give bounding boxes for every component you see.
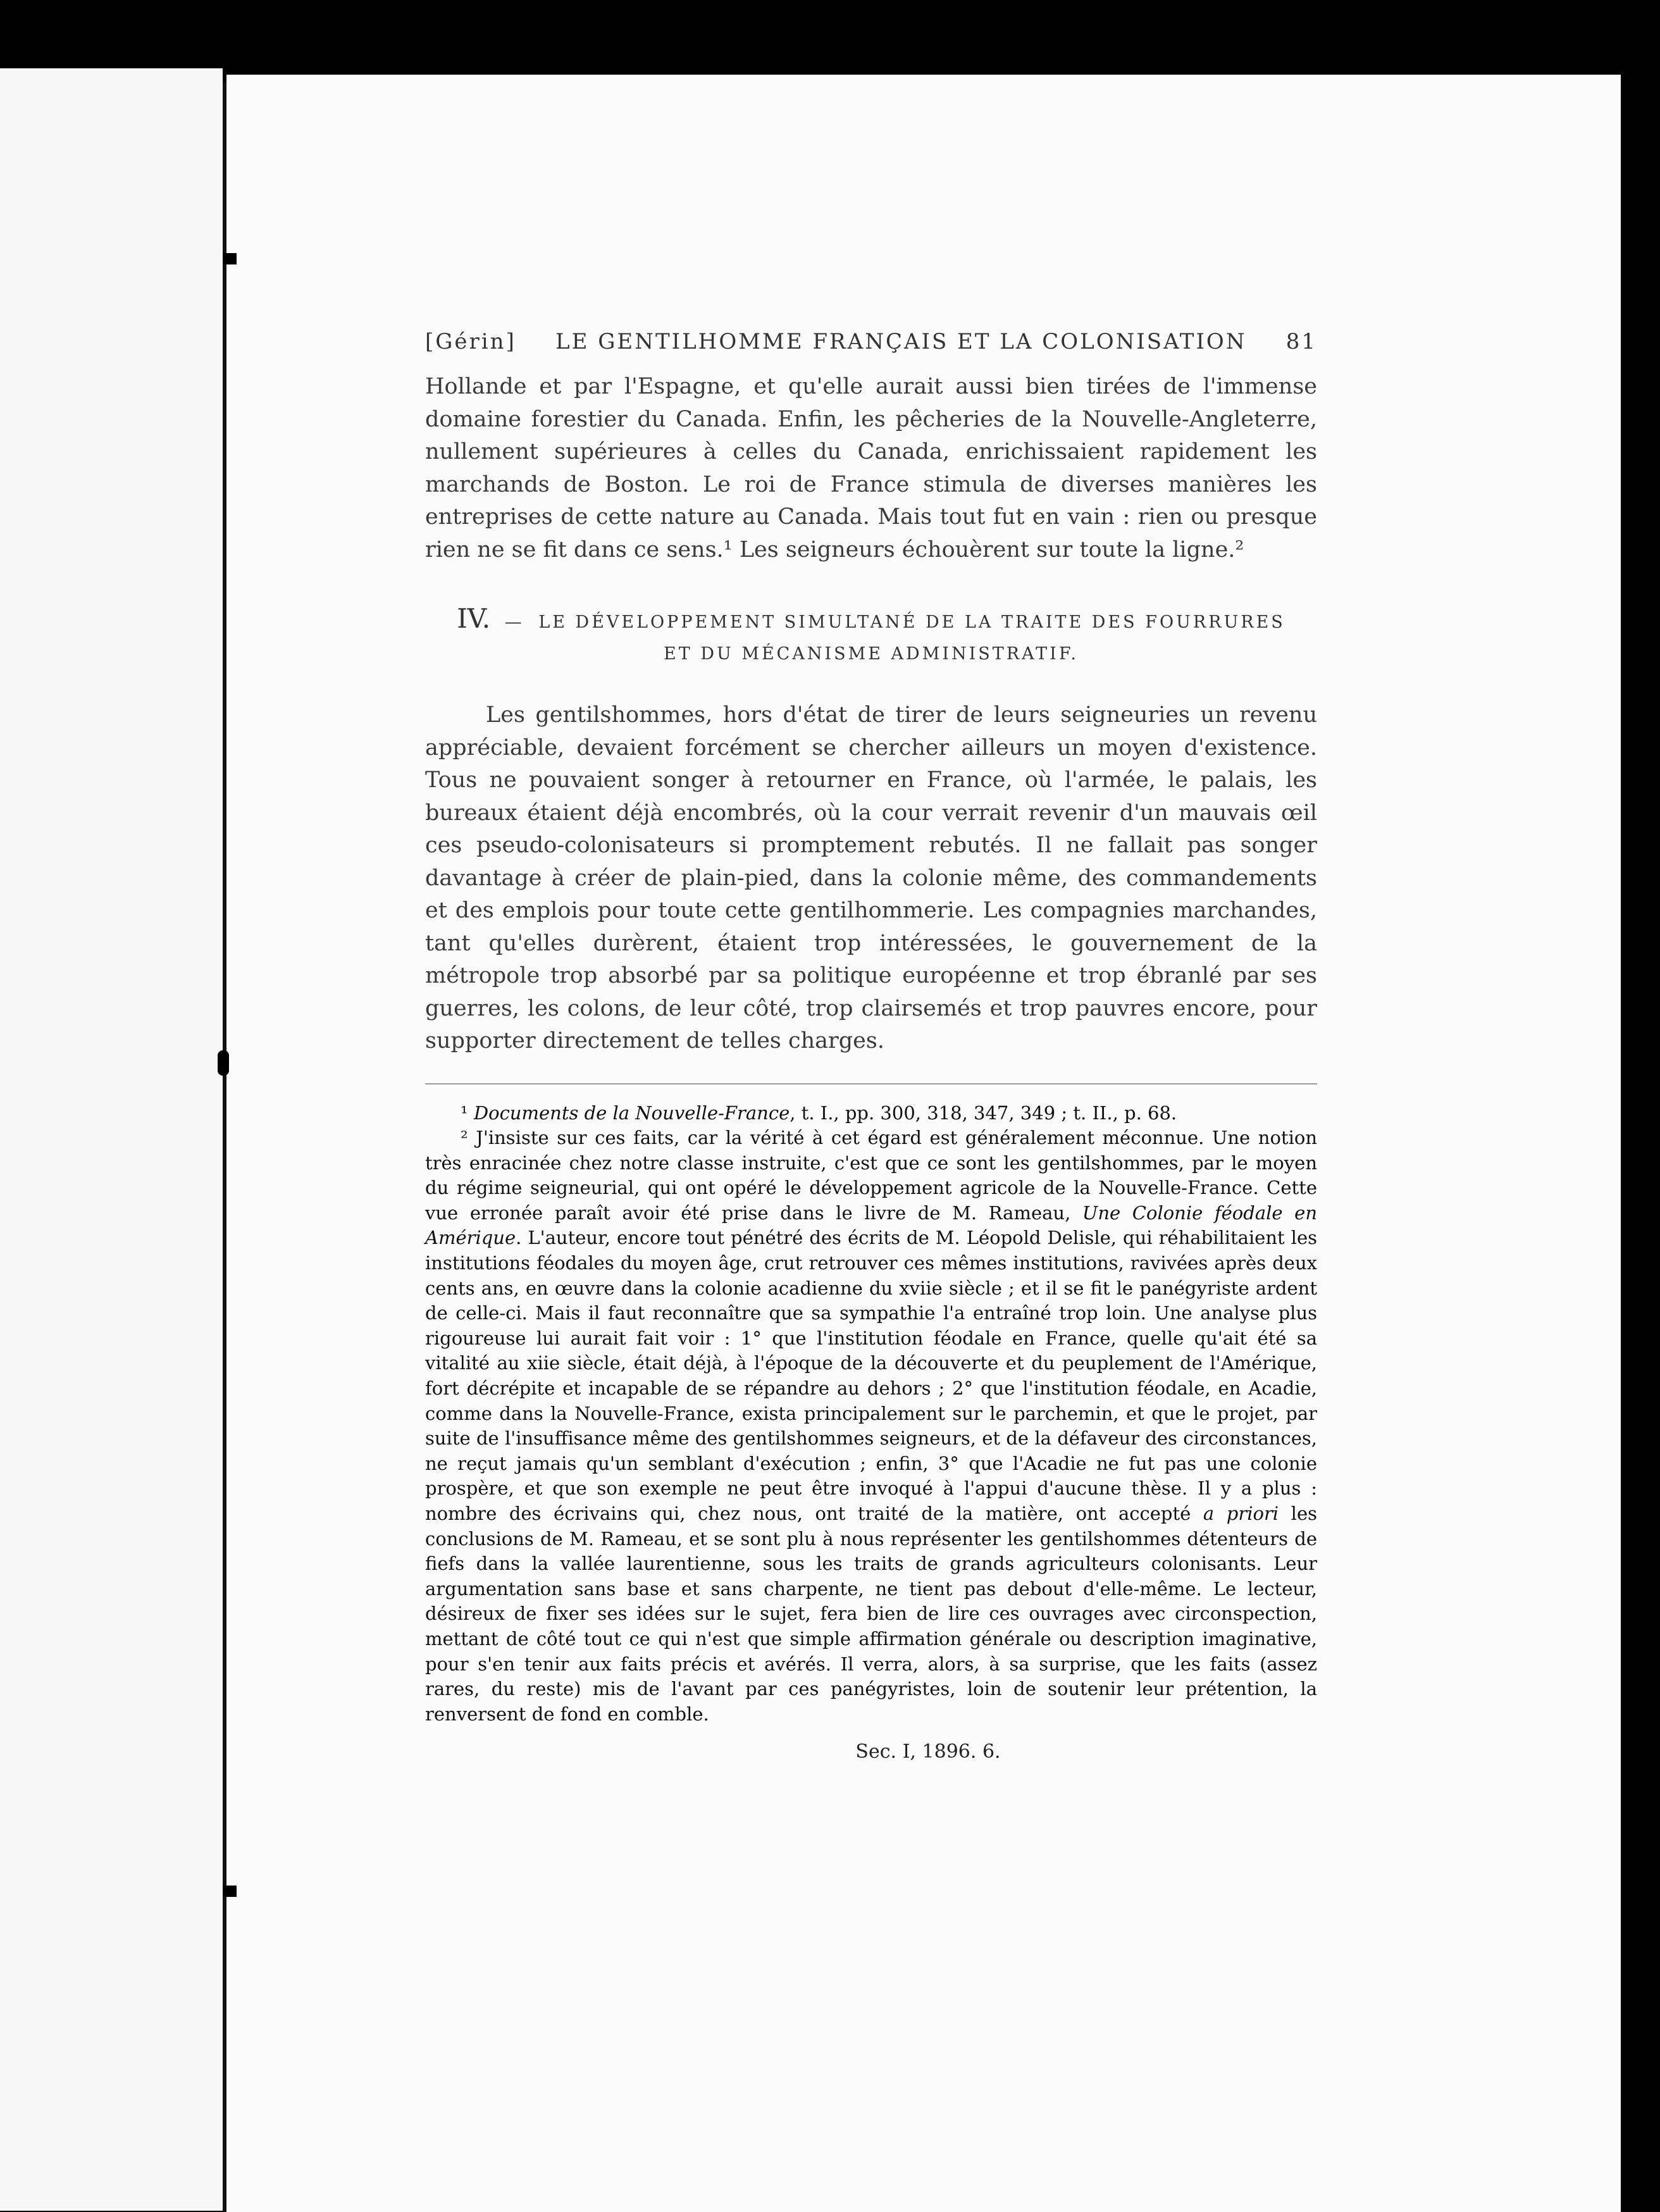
paragraph: Les gentilshommes, hors d'état de tirer de leurs seigneuries un revenu appréciable, devaient forcément se chercher ailleurs un moyen d'existence. Tous ne pouvaient songer à retourner en France, où l'armée, le palais, les bureaux étaient déjà encombrés, où la cour verrait revenir d'un mauvais œil ces pseudo-colonisateurs si promptement rebutés. Il ne fallait pas songer davantage à créer de plain-pied, dans la colonie même, des commandements et des emplois pour toute cette gentilhommerie. Les compagnies marchandes, tant qu'elles durèrent, étaient trop intéressées, le gouvernement de la métropole trop absorbé par sa politique européenne et trop ébranlé par ses guerres, les colons, de leur côté, trop clairsemés et trop pauvres encore, pour supporter directement de telles charges. <box>425 702 1317 1053</box>
section-heading <box>425 603 1317 670</box>
left-page-margin <box>0 68 223 2211</box>
page-number: 81 <box>1285 329 1317 354</box>
footnote-source-title: Documents de la Nouvelle-France <box>473 1102 790 1124</box>
left-edge-mark <box>223 1886 237 1897</box>
running-head-author: [Gérin] <box>425 329 516 354</box>
section-dash: — <box>504 612 524 632</box>
left-edge-mark <box>218 1050 229 1076</box>
footnote-latin-phrase: a priori <box>1203 1503 1279 1524</box>
footnotes <box>425 1101 1317 1727</box>
section-number: IV. <box>457 603 491 634</box>
footnote-book-title: Une Colonie féodale en Amérique <box>425 1202 1317 1249</box>
footnote-text: J'insiste sur ces faits, car la vérité à cet égard est généralement méconnue. Une notion très enracinée chez notre classe instruite, c'est que ce sont les gentilshommes, par le moyen du régime seigneurial, qui ont opéré le développement agricole de la Nouvelle-France. Cette vue erronée paraît avoir été prise dans le livre de M. Rameau, <box>425 1127 1317 1224</box>
footnote-marker: ¹ <box>461 1102 468 1124</box>
section-heading-line-1: LE DÉVELOPPEMENT SIMULTANÉ DE LA TRAITE DES FOURRURES <box>538 612 1285 632</box>
running-head <box>425 329 1317 362</box>
left-edge-mark <box>223 253 237 264</box>
footnote-2 <box>425 1126 1317 1727</box>
footnote-1 <box>425 1101 1317 1126</box>
paragraph: Hollande et par l'Espagne, et qu'elle aurait aussi bien tirées de l'immense domaine forestier du Canada. Enfin, les pêcheries de la Nouvelle-Angleterre, nullement supérieures à celles du Canada, enrichissaient rapidement les marchands de Boston. Le roi de France stimula de diverses manières les entreprises de cette nature au Canada. Mais tout fut en vain : rien ou presque rien ne se fit dans ce sens.¹ Les seigneurs échouèrent sur toute la ligne.² <box>425 374 1317 562</box>
signature-mark: Sec. I, 1896. 6. <box>855 1741 1001 1763</box>
page-content <box>425 329 1317 1763</box>
footnote-citation: , t. I., pp. 300, 318, 347, 349 ; t. II., p. 68. <box>790 1102 1177 1124</box>
footnote-marker: ² <box>461 1127 468 1149</box>
running-head-title: LE GENTILHOMME FRANÇAIS ET LA COLONISATION <box>555 329 1247 354</box>
footnote-text: les conclusions de M. Rameau, et se sont plu à nous représenter les gentilshommes détenteurs de fiefs dans la vallée laurentienne, sous les traits de grands agriculteurs colonisants. Leur argumentation sans base et sans charpente, ne tient pas debout d'elle-même. Le lecteur, désireux de fixer ses idées sur le sujet, fera bien de lire ces ouvrages avec circonspection, mettant de côté tout ce qui n'est que simple affirmation générale ou description imaginative, pour s'en tenir aux faits précis et avérés. Il verra, alors, à sa surprise, que les faits (assez rares, du reste) mis de l'avant par ces panégyristes, loin de soutenir leur prétention, la renversent de fond en comble. <box>425 1503 1317 1725</box>
right-edge-mark <box>1638 967 1651 995</box>
section-heading-line-2: ET DU MÉCANISME ADMINISTRATIF. <box>664 644 1079 664</box>
footnote-divider <box>425 1083 1317 1084</box>
footnote-text: . L'auteur, encore tout pénétré des écrits de M. Léopold Delisle, qui réhabilitaient les institutions féodales du moyen âge, crut retrouver ces mêmes institutions, ravivées après deux cents ans, en œuvre dans la colonie acadienne du xviie siècle ; et il se fit le panégyriste ardent de celle-ci. Mais il faut reconnaître que sa sympathie l'a entraîné trop loin. Une analyse plus rigoureuse lui aurait fait voir : 1° que l'institution féodale en France, quelle qu'ait été sa vitalité au xiie siècle, était déjà, à l'époque de la découverte et du peuplement de l'Amérique, fort décrépite et incapable de se répandre au dehors ; 2° que l'institution féodale, en Acadie, comme dans la Nouvelle-France, exista principalement sur le parchemin, et que le projet, par suite de l'insuffisance même des gentilshommes seigneurs, et de la défaveur des circonstances, ne reçut jamais qu'un semblant d'exécution ; enfin, 3° que l'Acadie ne fut pas une colonie prospère, et que son exemple ne peut être invoqué à l'appui d'aucune thèse. Il y a plus : nombre des écrivains qui, chez nous, ont traité de la matière, ont accepté <box>425 1227 1317 1524</box>
